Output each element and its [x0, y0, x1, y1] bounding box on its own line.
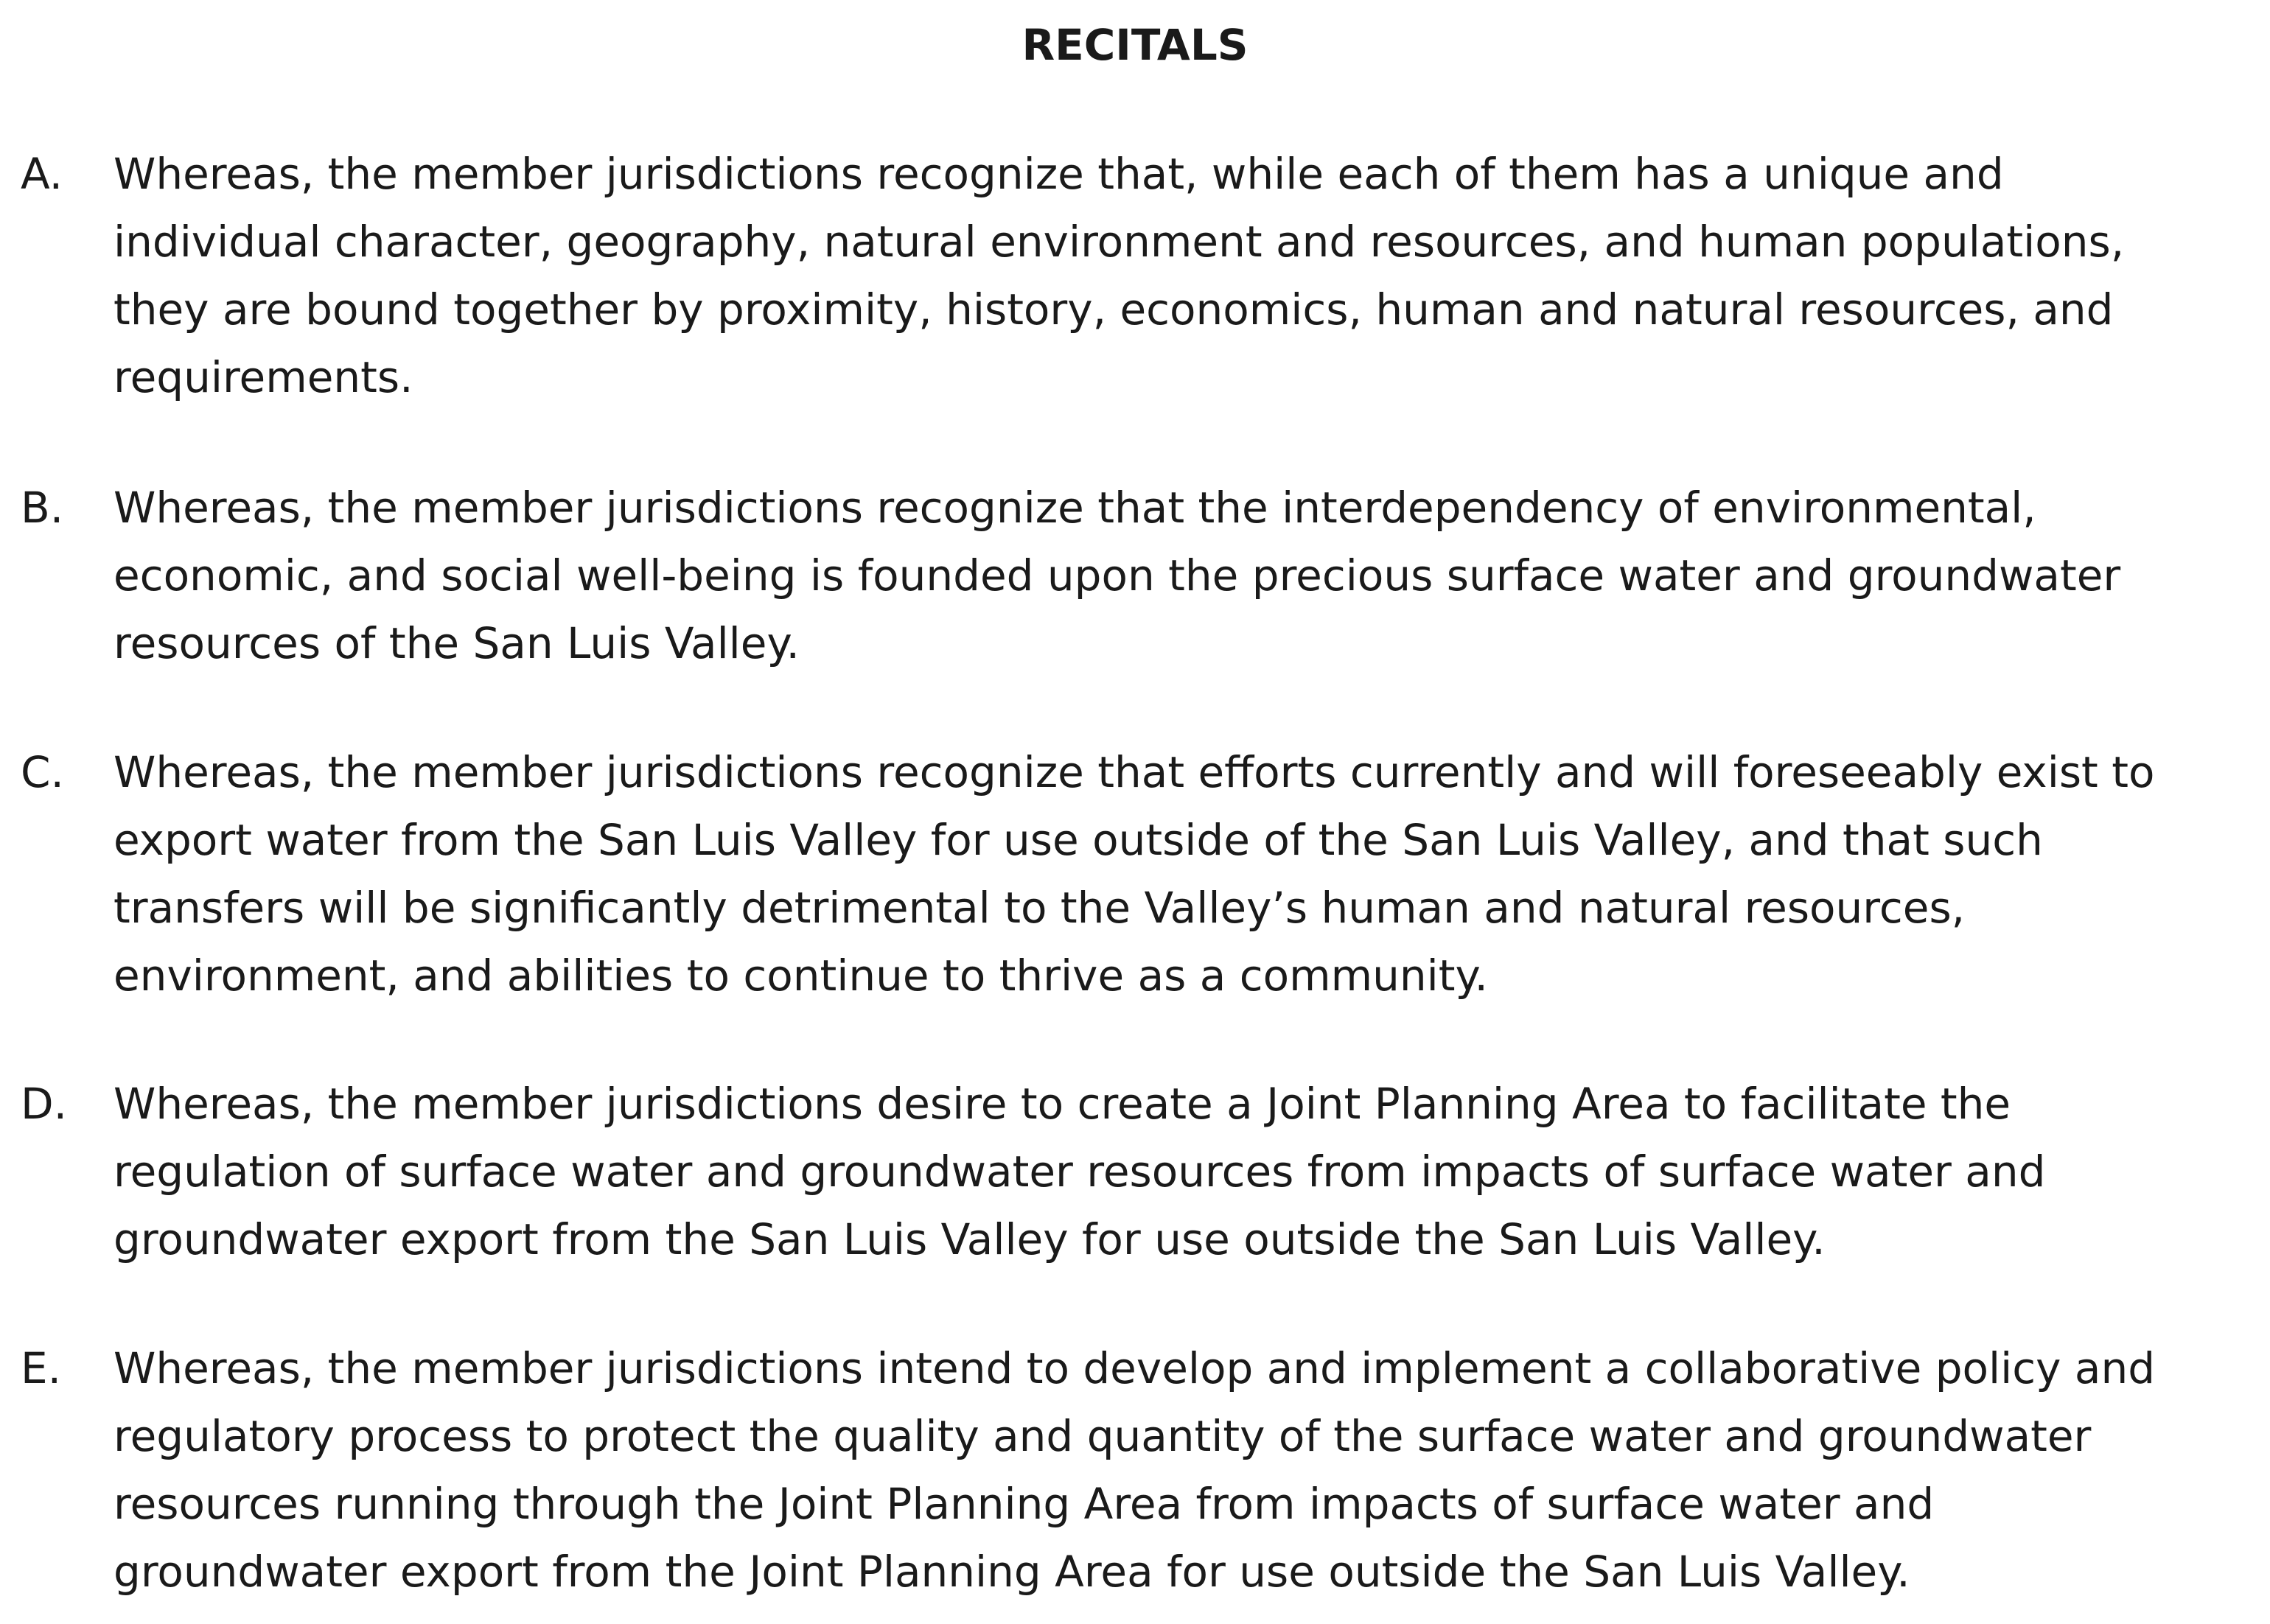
- recital-line: groundwater export from the San Luis Valley for use outside the San Luis Valley.: [114, 1214, 1826, 1264]
- recital-line: resources running through the Joint Planning Area from impacts of surface water and: [114, 1479, 1935, 1529]
- recital-line: Whereas, the member jurisdictions recognize that, while each of them has a unique and: [114, 149, 2004, 199]
- recital-line: export water from the San Luis Valley for use outside of the San Luis Valley, and that such: [114, 815, 2043, 865]
- recital-line: transfers will be significantly detrimental to the Valley’s human and natural resources,: [114, 883, 1966, 933]
- recital-text: [114, 1334, 2248, 1606]
- recital-line: Whereas, the member jurisdictions recognize that the interdependency of environmental,: [114, 483, 2036, 533]
- recital-line: requirements.: [114, 352, 413, 402]
- recital-marker: B.: [21, 483, 64, 533]
- recital-line: Whereas, the member jurisdictions intend to develop and implement a collaborative policy and: [114, 1343, 2156, 1393]
- recital-line: individual character, geography, natural environment and resources, and human populations,: [114, 217, 2125, 267]
- recital-line: resources of the San Luis Valley.: [114, 618, 800, 668]
- recital-text: [114, 1070, 2248, 1273]
- recital-line: economic, and social well-being is founded upon the precious surface water and groundwater: [114, 550, 2121, 601]
- recital-text: [114, 140, 2248, 411]
- recital-line: Whereas, the member jurisdictions desire to create a Joint Planning Area to facilitate the: [114, 1079, 2011, 1129]
- recital-marker: C.: [21, 747, 64, 797]
- recital-marker: E.: [21, 1343, 62, 1393]
- recital-marker: D.: [21, 1079, 68, 1129]
- recital-line: regulation of surface water and groundwater resources from impacts of surface water and: [114, 1147, 2046, 1197]
- recital-marker: A.: [21, 149, 63, 199]
- recital-line: Whereas, the member jurisdictions recognize that efforts currently and will foreseeably exist to: [114, 747, 2155, 797]
- recital-line: groundwater export from the Joint Planning Area for use outside the San Luis Valley.: [114, 1547, 1910, 1597]
- recital-line: environment, and abilities to continue to thrive as a community.: [114, 951, 1488, 1001]
- document-heading: RECITALS: [1022, 20, 1248, 70]
- recital-line: regulatory process to protect the quality and quantity of the surface water and groundwater: [114, 1411, 2092, 1461]
- recital-text: [114, 738, 2248, 1009]
- recital-line: they are bound together by proximity, history, economics, human and natural resources, and: [114, 284, 2114, 335]
- recital-text: [114, 474, 2248, 677]
